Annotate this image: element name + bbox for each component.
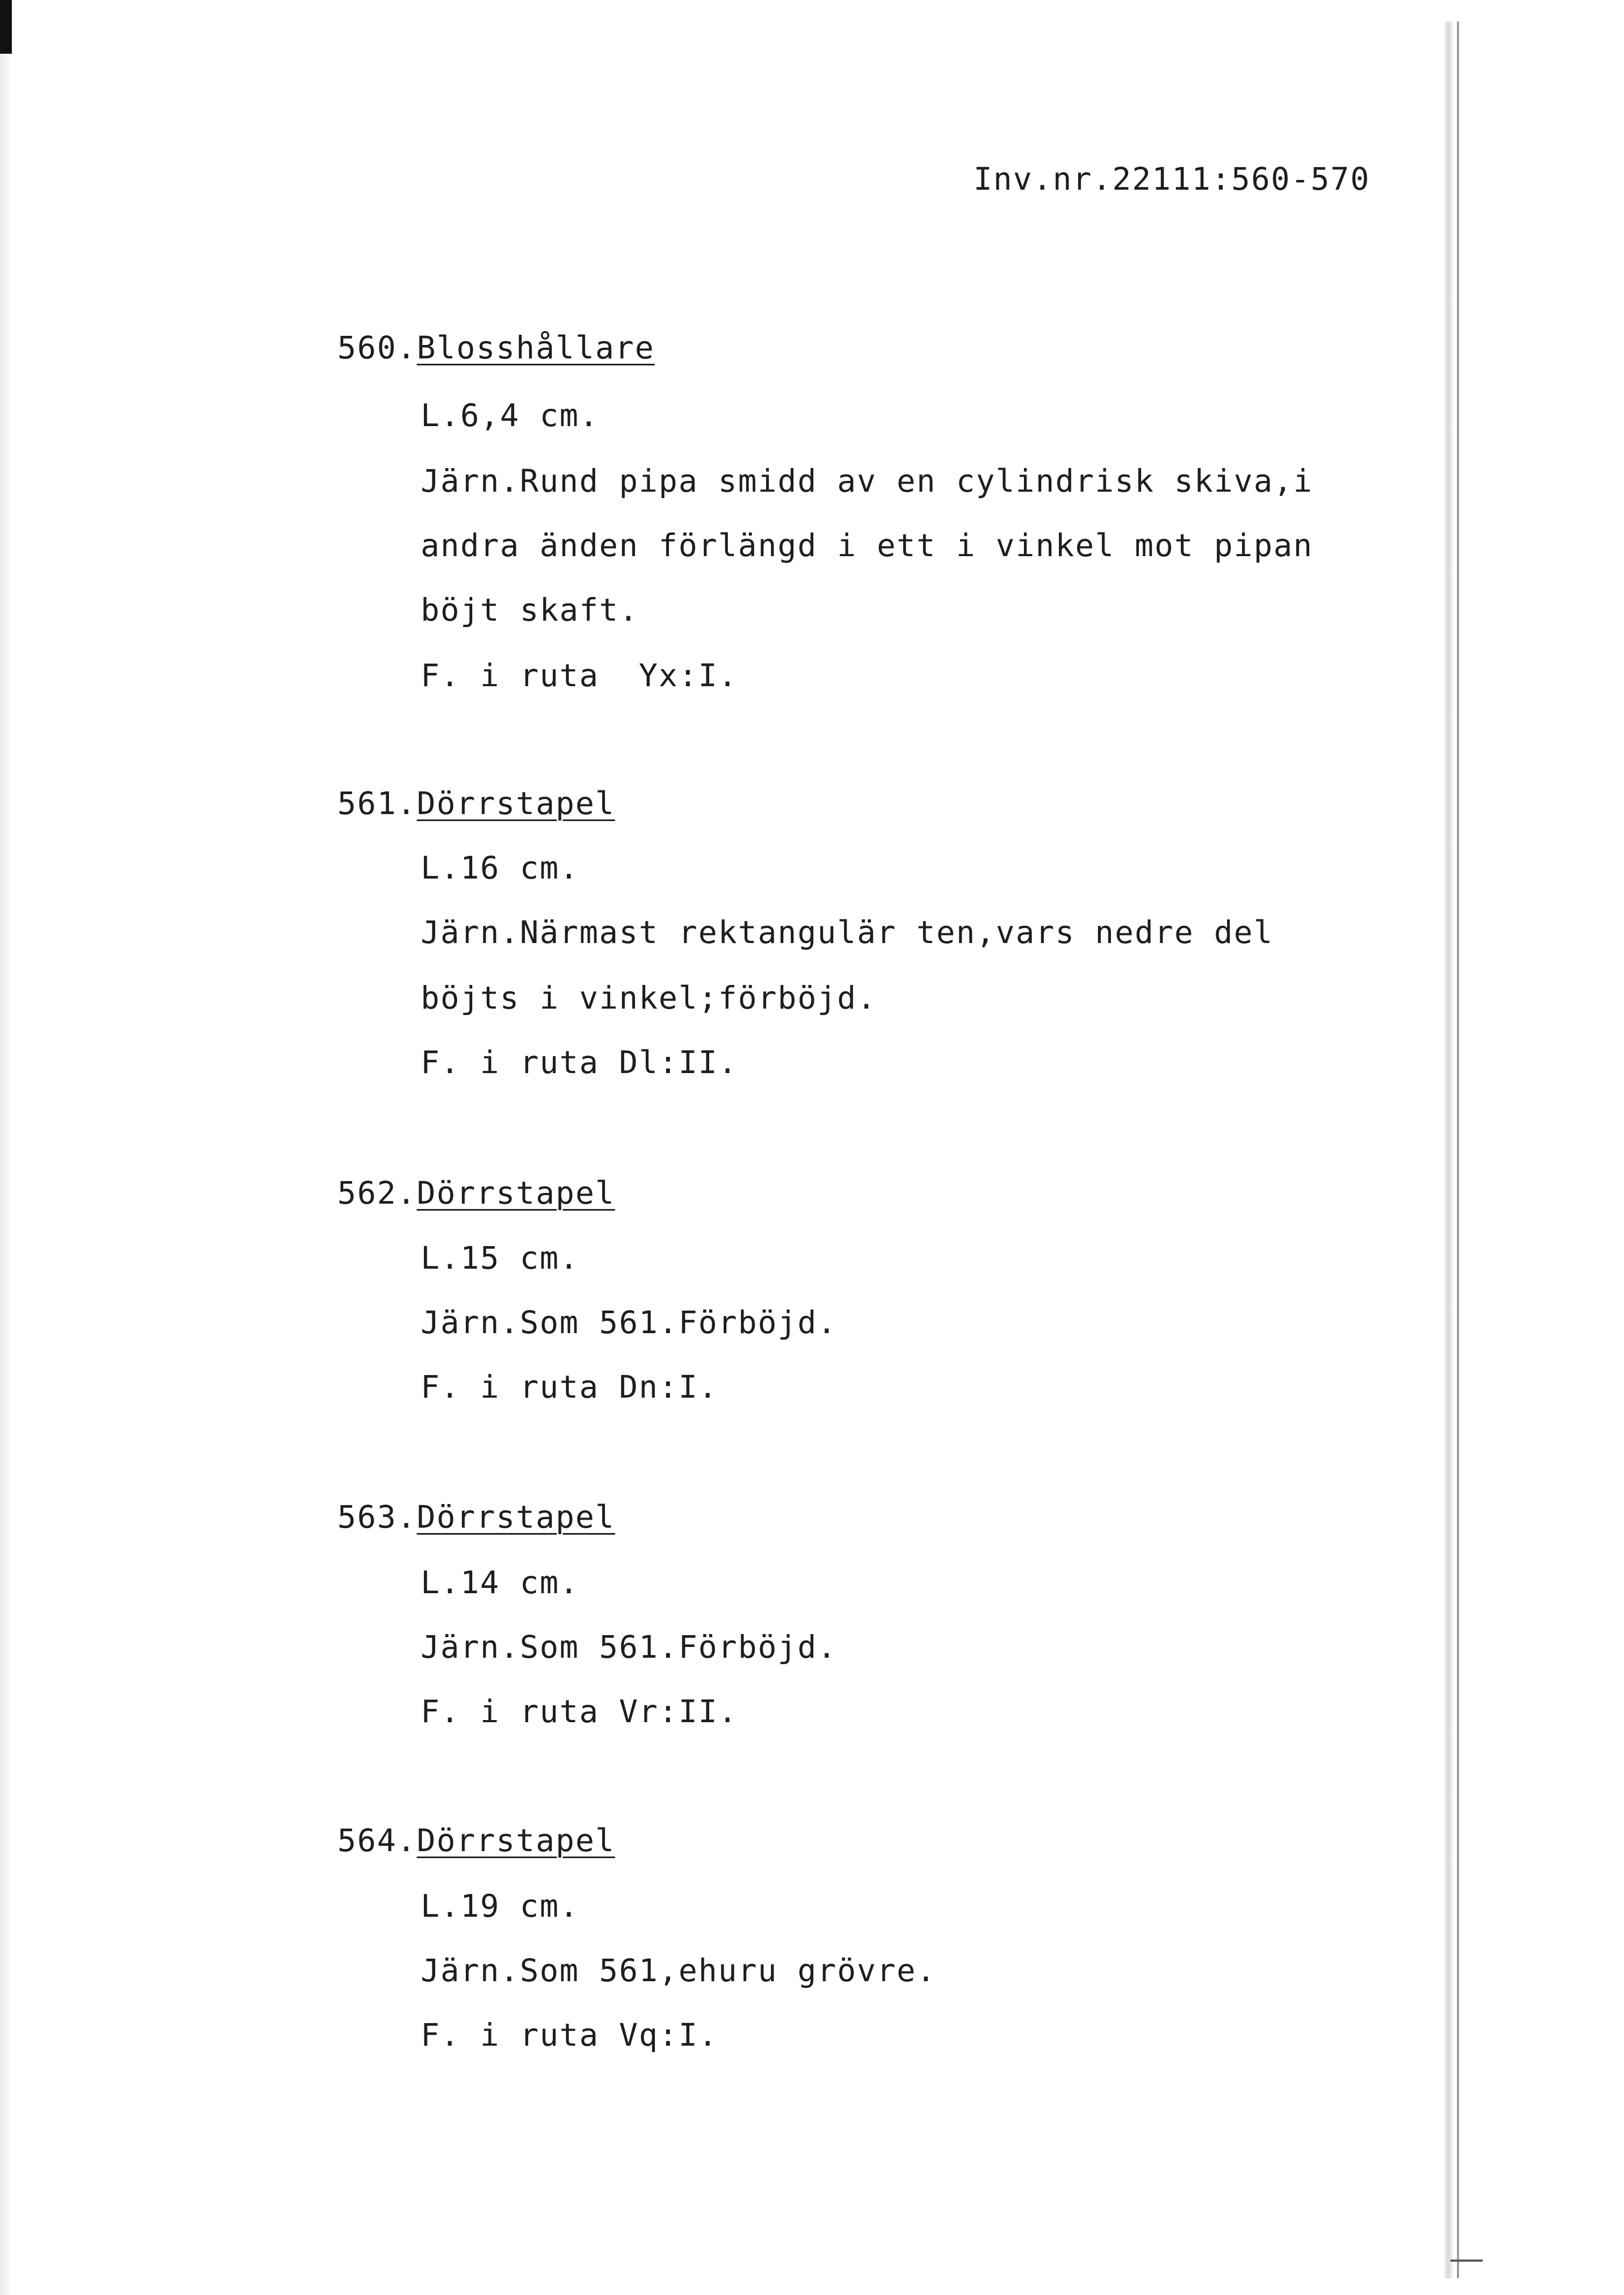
scan-mark [0, 0, 12, 54]
inventory-number: Inv.nr.22111:560-570 [973, 161, 1370, 197]
entry-number: 563. [337, 1499, 417, 1535]
entry-number: 564. [337, 1822, 417, 1859]
entry-title: Dörrstapel [416, 785, 615, 822]
entry-heading [337, 1174, 615, 1212]
entry-title: Dörrstapel [416, 1822, 615, 1859]
entry-title: Dörrstapel [416, 1175, 615, 1211]
entry-line: böjts i vinkel;förböjd. [421, 980, 877, 1016]
entry-line: Järn.Som 561,ehuru grövre. [421, 1952, 936, 1989]
entry-line: L.6,4 cm. [421, 397, 600, 434]
entry-heading [337, 1822, 615, 1859]
entry-line: F. i ruta Dn:I. [421, 1369, 718, 1405]
entry-line: Järn.Som 561.Förböjd. [421, 1304, 838, 1341]
entry-title: Dörrstapel [416, 1499, 615, 1535]
entry-line: Järn.Rund pipa smidd av en cylindrisk skiva,i [421, 463, 1313, 499]
entry-number: 561. [337, 785, 417, 822]
entry-line: L.19 cm. [421, 1888, 580, 1924]
entry-heading [337, 785, 615, 822]
entry-number: 562. [337, 1175, 417, 1211]
entry-title: Blosshållare [416, 329, 655, 366]
entry-line: F. i ruta Yx:I. [421, 657, 738, 694]
entry-line: F. i ruta Vq:I. [421, 2017, 718, 2053]
entry-line: F. i ruta Vr:II. [421, 1693, 738, 1730]
scan-edge-bottom [1450, 2260, 1483, 2262]
entry-line: andra änden förlängd i ett i vinkel mot pipan [421, 527, 1313, 564]
entry-heading [337, 329, 655, 366]
entry-line: L.16 cm. [421, 850, 580, 886]
entry-line: Järn.Närmast rektangulär ten,vars nedre del [421, 914, 1274, 951]
entry-line: F. i ruta Dl:II. [421, 1044, 738, 1081]
entry-heading [337, 1498, 615, 1536]
scan-edge-left [0, 0, 10, 2295]
entry-line: böjt skaft. [421, 592, 639, 628]
binding-line [1457, 21, 1459, 2278]
entry-line: Järn.Som 561.Förböjd. [421, 1629, 838, 1665]
entry-number: 560. [337, 329, 417, 366]
entry-line: L.14 cm. [421, 1564, 580, 1601]
entry-line: L.15 cm. [421, 1240, 580, 1276]
scan-edge-right [1444, 21, 1453, 2278]
